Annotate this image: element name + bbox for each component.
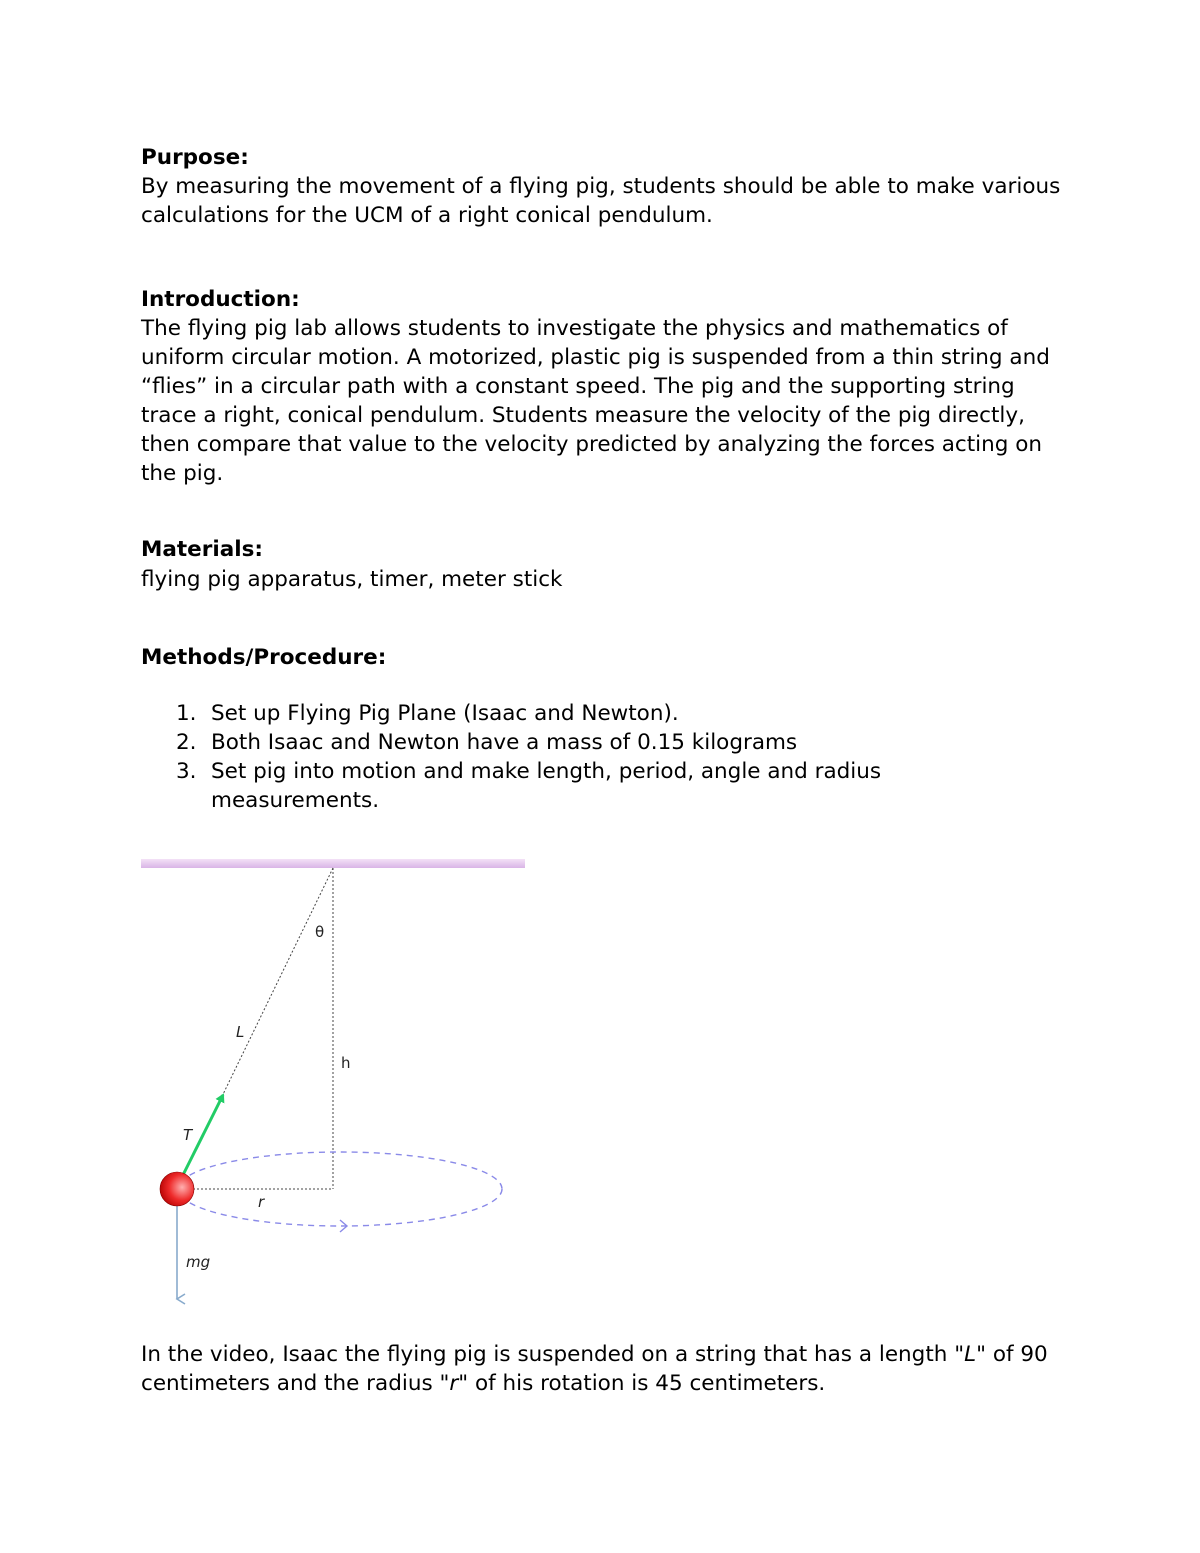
step-number: 1. xyxy=(176,701,197,726)
conclusion-text xyxy=(141,1340,1071,1398)
procedure-steps xyxy=(141,699,1041,815)
procedure-step xyxy=(141,699,1041,728)
radius-symbol: r xyxy=(449,1371,459,1396)
conical-pendulum-diagram xyxy=(140,855,540,1310)
methods-heading: Methods/Procedure: xyxy=(141,645,387,670)
step-number: 3. xyxy=(176,759,197,784)
length-symbol: L xyxy=(964,1342,977,1367)
introduction-heading: Introduction: xyxy=(141,287,300,312)
length-label: L xyxy=(236,1023,245,1041)
conclusion-part: " of his rotation is 45 centimeters. xyxy=(458,1371,826,1396)
tension-label: T xyxy=(183,1126,193,1144)
materials-heading: Materials: xyxy=(141,537,264,562)
height-label: h xyxy=(341,1054,351,1072)
procedure-step xyxy=(141,728,1041,757)
step-text: Both Isaac and Newton have a mass of 0.15 kilograms xyxy=(211,730,798,755)
ceiling-bar xyxy=(141,859,525,868)
step-text: Set up Flying Pig Plane (Isaac and Newton). xyxy=(211,701,679,726)
radius-label: r xyxy=(258,1193,265,1211)
procedure-step xyxy=(141,757,1041,815)
introduction-text: The flying pig lab allows students to investigate the physics and mathematics of uniform circular motion. A motorized, plastic pig is suspended from a thin string and “flies” in a circular path with a constant speed. The pig and the supporting string trace a right, conical pendulum. Students measure the velocity of the pig directly, then compare that value to the velocity predicted by analyzing the forces acting on the pig. xyxy=(141,316,1050,486)
weight-label: mg xyxy=(186,1253,211,1271)
conclusion-part: In the video, Isaac the flying pig is suspended on a string that has a length " xyxy=(141,1342,965,1367)
purpose-text: By measuring the movement of a flying pig, students should be able to make various calculations for the UCM of a right conical pendulum. xyxy=(141,174,1061,228)
purpose-heading: Purpose: xyxy=(141,145,249,170)
step-number: 2. xyxy=(176,730,197,755)
step-text: Set pig into motion and make length, period, angle and radius measurements. xyxy=(211,759,882,813)
pig-ball xyxy=(160,1172,194,1206)
theta-label: θ xyxy=(315,923,325,941)
conclusion-part: " of 90 centimeters and the radius " xyxy=(141,1342,1048,1396)
materials-text: flying pig apparatus, timer, meter stick xyxy=(141,567,563,592)
